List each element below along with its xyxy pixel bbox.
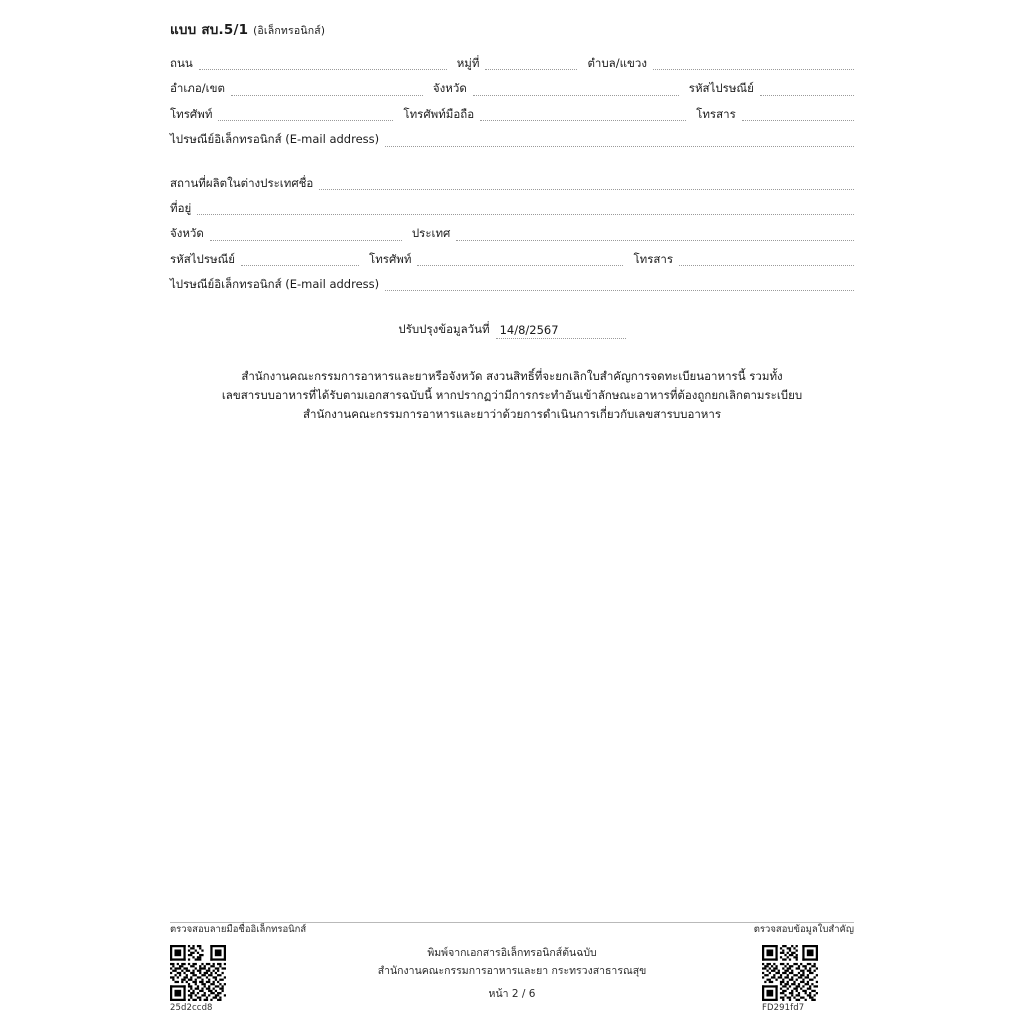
footer-left-label: ตรวจสอบลายมือชื่ออิเล็กทรอนิกส์ <box>170 924 307 935</box>
notice-paragraph <box>170 367 854 424</box>
input-foreign-postcode[interactable] <box>241 253 359 266</box>
input-subdistrict[interactable] <box>653 57 854 70</box>
label-moo: หมู่ที่ <box>456 56 480 70</box>
label-mobile: โทรศัพท์มือถือ <box>403 106 475 121</box>
input-foreign-fax[interactable] <box>679 253 854 266</box>
input-foreign-province[interactable] <box>210 228 402 241</box>
label-foreign-address: ที่อยู่ <box>170 200 192 215</box>
label-foreign-province: จังหวัด <box>170 226 204 241</box>
label-street: ถนน <box>170 56 193 70</box>
input-foreign-email[interactable] <box>385 278 854 291</box>
value-update-date: 14/8/2567 <box>496 323 626 339</box>
input-email[interactable] <box>385 134 854 147</box>
field-row-foreign-email <box>170 277 854 291</box>
label-update-date: ปรับปรุงข้อมูลวันที่ <box>398 322 490 337</box>
footer-center-text <box>0 944 1024 1003</box>
label-fax: โทรสาร <box>696 106 736 121</box>
input-phone[interactable] <box>218 108 393 121</box>
label-foreign-country: ประเทศ <box>411 226 451 241</box>
label-subdistrict: ตำบล/แขวง <box>587 56 647 70</box>
input-postcode[interactable] <box>760 83 854 96</box>
label-foreign-phone: โทรศัพท์ <box>369 251 412 266</box>
label-foreign-fax: โทรสาร <box>633 251 674 266</box>
footer-right-label: ตรวจสอบข้อมูลใบสำคัญ <box>753 924 854 935</box>
label-foreign-postcode: รหัสไปรษณีย์ <box>170 251 236 266</box>
qr-right-caption: FD291fd7 <box>762 1003 805 1013</box>
notice-line-3: สำนักงานคณะกรรมการอาหารและยาว่าด้วยการดำเนินการเกี่ยวกับเลขสารบบอาหาร <box>302 407 722 422</box>
input-foreign-country[interactable] <box>456 228 854 241</box>
page-number: หน้า 2 / 6 <box>488 987 536 1000</box>
qr-left-caption: 25d2ccd8 <box>170 1003 213 1013</box>
notice-line-2: เลขสารบบอาหารที่ได้รับตามเอกสารฉบับนี้ หากปรากฏว่ามีการกระทำอันเข้าลักษณะอาหารที่ต้องถูกยกเลิกตามระเบียบ <box>221 388 803 403</box>
qr-code-signature-block <box>170 945 226 1013</box>
field-row-phone <box>170 107 854 121</box>
qr-code-icon[interactable] <box>762 945 818 1001</box>
input-district[interactable] <box>231 83 423 96</box>
label-district: อำเภอ/เขต <box>170 81 225 96</box>
input-moo[interactable] <box>485 57 577 70</box>
form-code-text: แบบ สบ.5/1 <box>170 22 249 38</box>
field-row-foreign-address <box>170 201 854 215</box>
input-mobile[interactable] <box>480 108 686 121</box>
label-province: จังหวัด <box>432 81 467 96</box>
field-row-district <box>170 81 854 95</box>
field-row-street <box>170 56 854 70</box>
footer-center-line-1: พิมพ์จากเอกสารอิเล็กทรอนิกส์ต้นฉบับ <box>427 947 597 959</box>
field-row-foreign-site-name <box>170 176 854 190</box>
footer-center-line-2: สำนักงานคณะกรรมการอาหารและยา กระทรวงสาธารณสุข <box>377 965 647 978</box>
input-foreign-site-name[interactable] <box>319 177 854 190</box>
qr-code-certificate-block <box>762 945 818 1013</box>
field-row-foreign-postcode <box>170 252 854 266</box>
label-phone: โทรศัพท์ <box>170 106 213 121</box>
label-foreign-site-name: สถานที่ผลิตในต่างประเทศชื่อ <box>170 175 314 190</box>
input-foreign-address[interactable] <box>197 202 854 215</box>
update-date-row <box>170 321 854 339</box>
input-fax[interactable] <box>742 108 854 121</box>
label-foreign-email: ไปรษณีย์อิเล็กทรอนิกส์ (E-mail address) <box>170 277 380 291</box>
field-row-foreign-province <box>170 226 854 240</box>
notice-line-1: สำนักงานคณะกรรมการอาหารและยาหรือจังหวัด สงวนสิทธิ์ที่จะยกเลิกใบสำคัญการจดทะเบียนอาหารนี้ รวมทั้ง <box>241 369 783 384</box>
label-postcode: รหัสไปรษณีย์ <box>688 81 754 96</box>
field-row-email <box>170 132 854 146</box>
label-email: ไปรษณีย์อิเล็กทรอนิกส์ (E-mail address) <box>170 132 380 147</box>
input-street[interactable] <box>199 57 447 70</box>
input-province[interactable] <box>473 83 679 96</box>
form-code <box>170 18 854 40</box>
form-body <box>170 18 854 424</box>
form-code-subtext: (อิเล็กทรอนิกส์) <box>253 25 326 37</box>
qr-code-icon[interactable] <box>170 945 226 1001</box>
input-foreign-phone[interactable] <box>417 253 623 266</box>
